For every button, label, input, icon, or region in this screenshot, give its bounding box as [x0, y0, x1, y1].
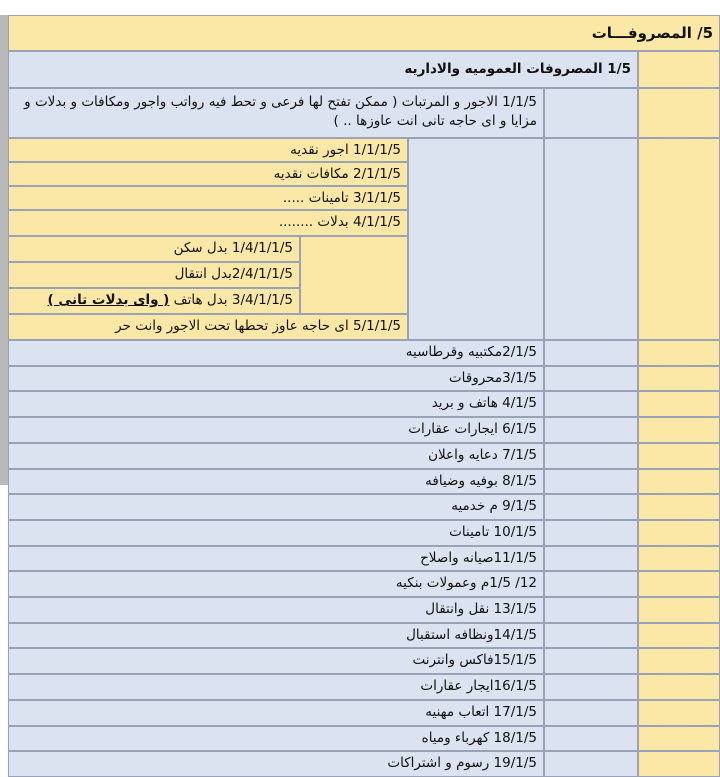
- expense-item-cell[interactable]: 3/1/5محروقات: [8, 366, 544, 391]
- wage-item-cell[interactable]: 1/1/1/5 اجور نقديه: [8, 138, 408, 162]
- right-column-cell[interactable]: [638, 674, 720, 700]
- wage-item-cell[interactable]: 2/1/1/5 مكافات نقديه: [8, 162, 408, 186]
- right-column-cell[interactable]: [638, 417, 720, 443]
- right-column-cell[interactable]: [638, 648, 720, 674]
- expense-item-cell[interactable]: 17/1/5 اتعاب مهنيه: [8, 700, 544, 726]
- expense-item-cell[interactable]: 8/1/5 بوفيه وضيافه: [8, 469, 544, 494]
- level2-column-cell[interactable]: [544, 623, 638, 648]
- expense-item-cell[interactable]: 9/1/5 م خدميه: [8, 494, 544, 520]
- right-column-cell[interactable]: [638, 469, 720, 494]
- expense-item-cell[interactable]: 6/1/5 ايجارات عقارات: [8, 417, 544, 443]
- level2-column-cell[interactable]: [544, 546, 638, 571]
- level2-column-cell[interactable]: [544, 443, 638, 469]
- expense-item-cell[interactable]: 13/1/5 نقل وانتقال: [8, 597, 544, 623]
- other-wage-item-cell[interactable]: 5/1/1/5 اى حاجه عاوز تحطها تحت الاجور وانت حر: [8, 314, 408, 340]
- level2-column-cell[interactable]: [544, 571, 638, 597]
- expense-item-cell[interactable]: 16/1/5ايجار عقارات: [8, 674, 544, 700]
- right-column-cell[interactable]: [638, 51, 720, 88]
- sub-title-cell[interactable]: 1/5 المصروفات العموميه والاداريه: [8, 51, 638, 88]
- level2-column-cell[interactable]: [544, 494, 638, 520]
- expense-item-cell[interactable]: 15/1/5فاكس وانترنت: [8, 648, 544, 674]
- expense-item-cell[interactable]: 19/1/5 رسوم و اشتراكات: [8, 751, 544, 777]
- level2-column-cell[interactable]: [544, 700, 638, 726]
- level2-column-cell[interactable]: [544, 648, 638, 674]
- wage-item-cell[interactable]: 4/1/1/5 بدلات ........: [8, 210, 408, 236]
- level2-column-cell[interactable]: [544, 469, 638, 494]
- allowance-cell[interactable]: 1/4/1/1/5 بدل سكن: [8, 236, 300, 262]
- expense-item-cell[interactable]: 2/1/5مكتبيه وقرطاسيه: [8, 340, 544, 366]
- right-column-cell[interactable]: [638, 391, 720, 417]
- right-column-cell[interactable]: [638, 340, 720, 366]
- expense-item-cell[interactable]: 10/1/5 تامينات: [8, 520, 544, 546]
- level2-column-cell[interactable]: [544, 751, 638, 777]
- right-column-cell[interactable]: [638, 366, 720, 391]
- wages-note-cell[interactable]: 1/1/5 الاجور و المرتبات ( ممكن تفتح لها فرعى و تحط فيه رواتب واجور ومكافات و بدلات و مزايا و اى حاجه تانى انت عاوزها .. ): [8, 88, 544, 138]
- wage-item-cell[interactable]: 3/1/1/5 تامينات .....: [8, 186, 408, 210]
- allowance-cell-phone[interactable]: [8, 288, 300, 314]
- right-column-cell[interactable]: [638, 623, 720, 648]
- level2-column-cell[interactable]: [544, 597, 638, 623]
- right-column-cell[interactable]: [638, 494, 720, 520]
- level2-column-cell[interactable]: [544, 366, 638, 391]
- expense-item-cell[interactable]: 7/1/5 دعايه واعلان: [8, 443, 544, 469]
- right-column-cell[interactable]: [638, 520, 720, 546]
- right-column-cell[interactable]: [638, 443, 720, 469]
- level2-column-cell[interactable]: [544, 391, 638, 417]
- level2-column-cell[interactable]: [544, 340, 638, 366]
- level3-column-cell[interactable]: [408, 138, 544, 340]
- section-title-cell[interactable]: 5/ المصروفـــات: [8, 15, 720, 51]
- left-scroll-strip: [0, 15, 8, 485]
- right-column-cell[interactable]: [638, 546, 720, 571]
- level2-column-cell[interactable]: [544, 88, 638, 138]
- level2-column-cell[interactable]: [544, 417, 638, 443]
- right-column-cell[interactable]: [638, 571, 720, 597]
- expense-item-cell[interactable]: 4/1/5 هاتف و بريد: [8, 391, 544, 417]
- right-column-cell[interactable]: [638, 751, 720, 777]
- right-column-cell[interactable]: [638, 700, 720, 726]
- expense-item-cell[interactable]: 18/1/5 كهرباء ومياه: [8, 726, 544, 751]
- right-column-cell[interactable]: [638, 726, 720, 751]
- level2-column-cell[interactable]: [544, 138, 638, 340]
- expense-item-cell[interactable]: 11/1/5صيانه واصلاح: [8, 546, 544, 571]
- phone-allowance-label: 3/4/1/1/5 بدل هاتف: [173, 292, 293, 308]
- level2-column-cell[interactable]: [544, 520, 638, 546]
- right-column-cell[interactable]: [638, 597, 720, 623]
- level2-column-cell[interactable]: [544, 726, 638, 751]
- expense-item-cell[interactable]: 12/ 1/5م وعمولات بنكيه: [8, 571, 544, 597]
- level2-column-cell[interactable]: [544, 674, 638, 700]
- allowance-cell[interactable]: 2/4/1/1/5بدل انتقال: [8, 262, 300, 288]
- expense-item-cell[interactable]: 14/1/5ونظافه استقبال: [8, 623, 544, 648]
- allowance-level-cell[interactable]: [300, 236, 408, 314]
- right-column-cell[interactable]: [638, 138, 720, 340]
- phone-allowance-note: ( واى بدلات تانى ): [47, 292, 170, 308]
- right-column-cell[interactable]: [638, 88, 720, 138]
